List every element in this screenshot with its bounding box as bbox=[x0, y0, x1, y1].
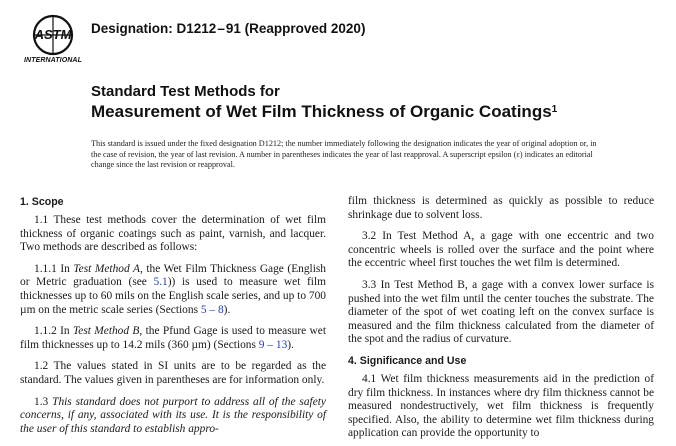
left-column bbox=[20, 196, 326, 444]
designation-code: D1212 bbox=[176, 21, 217, 36]
issuance-notice: This standard is issued under the fixed designation D1212; the number immediately following the designation indicates the year of original adoption or, in the case of revision, the year of last revision. A number in parentheses indicates the year of last reapproval. A superscript epsilon (ε) indicates an editorial change since the last revision or reapproval. bbox=[91, 139, 597, 170]
designation-dash: – bbox=[217, 21, 225, 36]
method-a-label: Test Method A bbox=[73, 262, 140, 275]
section-link-9[interactable]: 9 bbox=[258, 338, 265, 351]
section-heading-scope: 1. Scope bbox=[20, 196, 64, 208]
para-1-1: 1.1 These test methods cover the determination of wet film thickness of organic coatings such as paint, varnish, and lacquer. Two methods are described as follows: bbox=[20, 214, 326, 254]
para-1-3: 1.3 This standard does not purport to address all of the safety concerns, if any, associated with its use. It is the responsibility of the user of this standard to establish appro- bbox=[20, 395, 326, 435]
para-1-1-1: 1.1.1 In Test Method A, the Wet Film Thickness Gage (English or Metric graduation (see 5.1)) is used to measure wet film thicknesses up to 60 mils on the English scale series, and up to 700 µm on the metric scale series (Sections 5 – 8). bbox=[20, 262, 327, 316]
astm-logo-icon bbox=[22, 14, 84, 58]
title-line-2 bbox=[91, 101, 557, 122]
para-4-1: 4.1 Wet film thickness measurements aid in the prediction of dry film thickness. In instances where dry film thickness cannot be measured nondestructively, wet film thickness is frequently specified. Also, the ability to determine wet film thickness during application can provide the opportunity to bbox=[348, 372, 654, 440]
section-link-5-1[interactable]: 5.1 bbox=[153, 276, 168, 289]
document-title bbox=[91, 83, 557, 122]
designation-label: Designation: bbox=[91, 21, 173, 36]
reapproved: (Reapproved 2020) bbox=[244, 21, 366, 36]
logo-tagline: INTERNATIONAL bbox=[24, 57, 82, 64]
astm-logo bbox=[22, 14, 84, 66]
para-3-3: 3.3 In Test Method B, a gage with a convex lower surface is pushed into the wet film until the center touches the substrate. The diameter of the spot of wet coating left on the convex surface is measured and the film thickness calculated from the diameter of the spot and the radius of curvature. bbox=[348, 278, 654, 346]
para-3-1-continued: film thickness is determined as quickly as possible to reduce shrinkage due to solvent loss. bbox=[348, 195, 654, 221]
section-link-13[interactable]: 13 bbox=[275, 338, 288, 351]
section-link-5[interactable]: 5 bbox=[200, 303, 207, 316]
para-3-2: 3.2 In Test Method A, a gage with one eccentric and two concentric wheels is rolled over the surface and the point where the eccentric wheel first touches the wet film is determined. bbox=[348, 230, 654, 270]
method-b-label: Test Method B bbox=[72, 325, 140, 338]
title-line-1: Standard Test Methods for bbox=[91, 83, 280, 100]
designation-year: 91 bbox=[225, 21, 241, 36]
svg-text:ASTM: ASTM bbox=[34, 27, 72, 42]
right-column bbox=[348, 195, 654, 446]
title-line-2-text: Measurement of Wet Film Thickness of Organic Coatings bbox=[91, 102, 552, 121]
para-1-2: 1.2 The values stated in SI units are to be regarded as the standard. The values given in parentheses are for information only. bbox=[20, 360, 326, 386]
title-footnote-mark: 1 bbox=[551, 104, 558, 115]
designation bbox=[91, 21, 365, 36]
section-heading-significance: 4. Significance and Use bbox=[348, 354, 467, 367]
section-link-8[interactable]: 8 bbox=[217, 303, 224, 316]
para-1-1-2: 1.1.2 In Test Method B, the Pfund Gage is used to measure wet film thicknesses up to 14.2 mils (360 µm) (Sections 9 – 13). bbox=[20, 325, 327, 351]
